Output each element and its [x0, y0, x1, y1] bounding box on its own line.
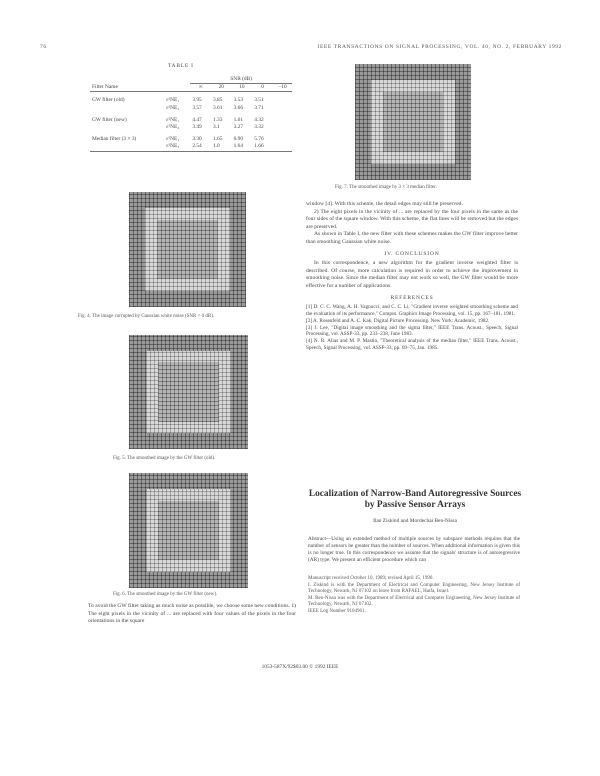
cell: 3.85: [212, 97, 223, 104]
table-1: [90, 76, 292, 152]
paragraph: window [4]. With this scheme, the detail edges may still be preserved.: [306, 201, 463, 207]
cell: 3.51: [254, 97, 264, 104]
cell: 3.61: [212, 104, 223, 111]
figure-5-caption: Fig. 5. The smoothed image by the GW filter (old).: [113, 456, 216, 461]
article-title: Localization of Narrow-Band Autoregressive Sources by Passive Sensor Arrays: [308, 489, 522, 510]
footnote: IEEE Log Number 9104961.: [308, 608, 366, 614]
col-header: ∞: [198, 84, 203, 91]
footnote: I. Ziskind is with the Department of Electrical and Computer Engineering, New Jersey Institute of Technology, Newark, NJ 07102 on leave from RAFAEL, Haifa, Israel.: [308, 582, 520, 595]
cell: 3.57: [192, 104, 202, 111]
row-name: GW filter (old): [92, 97, 125, 104]
figure-6-caption: Fig. 6. The smoothed image by the GW filter (new).: [113, 592, 218, 597]
row-name: GW filter (new): [92, 116, 127, 123]
cell: 3.30: [192, 136, 202, 143]
row-metric: ε²NE₁: [166, 97, 180, 104]
cell: 4.32: [254, 116, 264, 123]
cell: 1.61: [233, 116, 244, 123]
paragraph: In this correspondence, a new algorithm for the gradient inverse weighted filter is described. Of course, more calculation is required in order to achieve the improvement in smoothing noise. Since the median filter may not work so well, the GW filter would be more effective for a number of applications.: [306, 260, 518, 289]
row-metric: ε²NE₁: [166, 116, 180, 123]
section-heading: IV. CONCLUSION: [384, 250, 440, 257]
table-row: [90, 117, 292, 124]
right-column-text: [306, 201, 518, 352]
figure-7-image: [355, 64, 471, 180]
col-header: 20: [218, 84, 224, 91]
figure-5-image: [129, 335, 248, 449]
cell: 1.0: [212, 143, 220, 150]
cell: 3.66: [233, 104, 244, 111]
table-row: [90, 97, 292, 104]
article-authors: Ilan Ziskind and Mordechai Ben-Nissa: [373, 518, 457, 524]
paragraph: As shown in Table I, the new filter with these schemes makes the GW filter improve better than smoothing Gaussian white noise.: [306, 231, 518, 245]
reference-item: [3] J. Lee, "Digital image smoothing and the sigma filter," IEEE Trans. Acoust., Speech, Signal Processing, vol. ASSP-33, pp. 233–238, June 1983.: [306, 324, 518, 338]
table-row: [90, 105, 292, 112]
figure-4-image: [129, 192, 246, 307]
cell: 1.65: [212, 136, 223, 143]
row-metric: ε²NE₂: [166, 143, 180, 150]
reference-item: [1] D. C. C. Wang, A. H. Vagnucci, and C. C. Li, "Gradient inverse weighted smoothing scheme and the evaluation of its performance," Comput. Graphics Image Processing, vol. 15, pp. 167–181, 1981.: [306, 304, 518, 317]
col-header: 0: [261, 84, 264, 91]
cell: 1.66: [254, 143, 264, 150]
cell: 3.53: [233, 97, 244, 104]
table-row: [90, 136, 292, 143]
col-header: 10: [239, 84, 245, 91]
figure-6-image: [129, 473, 248, 588]
references-heading: REFERENCES: [390, 294, 434, 301]
page-footer: 1053-587X/92$03.00 © 1992 IEEE: [261, 664, 339, 670]
filter-name-header: Filter Name: [92, 83, 118, 90]
paragraph: 2) The eight pixels in the vicinity of ... are replaced by the four pixels in the same as the four sides of the square window. With this scheme, the flat lines will be removed but the edges are preserved.: [306, 208, 518, 230]
cell: 3.49: [192, 124, 202, 131]
reference-item: [4] N. R. Alias and M. P. Mastin, "Theoretical analysis of the median filter," IEEE Trans. Acoust., Speech, Signal Processing, vol. ASSP-33, pp. 69–75, Jan. 1985.: [306, 338, 518, 351]
row-metric: ε²NE₂: [166, 124, 180, 131]
footnote: Manuscript received October 10, 1989; revised April 15, 1990.: [308, 576, 434, 581]
reference-item: [2] A. Rosenfeld and A. C. Kak, Digital Picture Processing. New York: Academic, 1982.: [306, 317, 490, 324]
cell: 5.76: [254, 136, 264, 143]
cell: 3.95: [192, 97, 202, 104]
cell: 3.27: [233, 124, 244, 131]
article-abstract: Abstract—Using an extended method of multiple sources by subspace methods requires that the number of sensors be greater than the number of sources. When additional information is given this is no longer true. In this correspondence we assume that the signals' structure is of autoregressive (AR) type. We present an efficient procedure which can: [308, 536, 520, 563]
table-row: [90, 143, 292, 151]
cell: 2.54: [192, 143, 202, 150]
article-footnotes: [308, 576, 520, 616]
figure-7-caption: Fig. 7. The smoothed image by 3 × 3 median filter.: [335, 185, 437, 190]
table-row: [90, 124, 292, 131]
row-metric: ε²NE₂: [166, 104, 180, 111]
running-title: IEEE TRANSACTIONS ON SIGNAL PROCESSING, VOL. 40, NO. 2, FEBRUARY 1992: [317, 44, 562, 50]
cell: 6.90: [233, 136, 244, 143]
footnote: M. Ben-Nissa was with the Department of Electrical and Computer Engineering, New Jersey Institute of Technology, Newark, NJ 07102.: [308, 595, 520, 608]
cell: 1.33: [212, 116, 223, 123]
snr-group-header: SNR (dB): [190, 76, 292, 84]
page-number: 76: [40, 44, 47, 50]
row-metric: ε²NE₁: [166, 136, 180, 143]
col-header: −10: [278, 84, 287, 91]
cell: 3.71: [254, 104, 264, 111]
cell: 3.1: [212, 124, 220, 131]
cell: 4.47: [192, 116, 202, 123]
cell: 3.32: [254, 124, 264, 131]
row-name: Median filter (3 × 3): [92, 136, 137, 143]
cell: 1.64: [233, 143, 244, 150]
figure-4-caption: Fig. 4. The image corrupted by Gaussian white noise (SNR = 0 dB).: [78, 314, 215, 319]
left-body-text: To avoid the GW filter taking as much noise as possible, we choose some new conditions. 1) The eight pixels in the vicinity of ... are replaced with four values of the pixels in the four orientations in the square: [88, 603, 296, 625]
table-label: TABLE I: [168, 63, 194, 69]
